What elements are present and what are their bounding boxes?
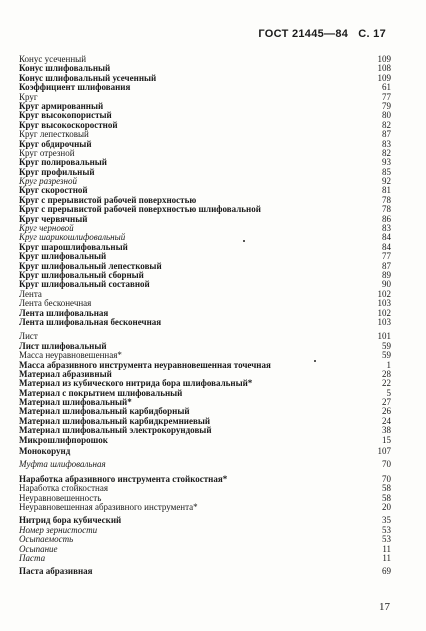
index-page-ref: 58 <box>382 492 391 503</box>
index-term: Круг с прерывистой рабочей поверхностью <box>19 194 197 205</box>
index-term: Круг профильный <box>19 166 95 177</box>
index-term: Круг шлифовальный составной <box>19 279 150 290</box>
index-term: Круг шлифовальный лепестковый <box>19 260 162 271</box>
index-page-ref: 5 <box>386 387 391 398</box>
index-term: Неуравновешенность <box>19 492 102 503</box>
index-term: Материал из кубического нитрида бора шлифовальный* <box>19 378 253 389</box>
index-page-ref: 27 <box>382 397 391 408</box>
page-label: С. 17 <box>358 28 386 40</box>
index-page-ref: 1 <box>386 359 391 370</box>
index-page-ref: 82 <box>382 119 391 130</box>
index-term: Круг <box>19 91 38 102</box>
index-entry <box>19 460 391 469</box>
index-entry <box>19 545 391 554</box>
index-term: Круг черновой <box>19 223 74 234</box>
standard-code: ГОСТ 21445—84 <box>258 28 349 40</box>
index-term: Материал абразивный <box>19 368 112 379</box>
index-entry <box>19 567 391 576</box>
index-entry <box>19 535 391 544</box>
index-term: Круг обдирочный <box>19 138 92 149</box>
index-page-ref: 82 <box>382 147 391 158</box>
index-term: Масса неуравновешенная* <box>19 350 122 361</box>
index-page-ref: 103 <box>377 316 391 327</box>
index-page-ref: 77 <box>382 91 391 102</box>
index-page-ref: 108 <box>377 63 391 74</box>
index-page-ref: 11 <box>382 552 391 563</box>
index-term: Круг отрезной <box>19 147 75 158</box>
index-term: Масса абразивного инструмента неуравновешенная точечная <box>19 359 271 370</box>
index-page-ref: 59 <box>382 350 391 361</box>
print-speck <box>314 360 316 362</box>
subject-index <box>19 55 391 577</box>
index-page-ref: 78 <box>382 204 391 215</box>
index-page-ref: 101 <box>377 331 391 342</box>
index-entry <box>19 83 391 92</box>
print-speck <box>243 240 245 242</box>
index-page-ref: 83 <box>382 138 391 149</box>
index-term: Круг высокоскоростной <box>19 119 118 130</box>
page-number: 17 <box>379 601 390 613</box>
index-page-ref: 83 <box>382 223 391 234</box>
index-term: Паста абразивная <box>19 566 93 577</box>
index-term: Лента бесконечная <box>19 298 92 309</box>
index-page-ref: 78 <box>382 194 391 205</box>
index-page-ref: 35 <box>382 515 391 526</box>
index-term: Круг с прерывистой рабочей поверхностью шлифовальной <box>19 204 261 215</box>
index-page-ref: 11 <box>382 543 391 554</box>
index-page-ref: 22 <box>382 378 391 389</box>
index-page-ref: 87 <box>382 129 391 140</box>
index-page-ref: 93 <box>382 157 391 168</box>
index-term: Материал шлифовальный электрокорундовый <box>19 425 212 436</box>
index-term: Коэффициент шлифования <box>19 82 131 93</box>
index-term: Круг скоростной <box>19 185 88 196</box>
index-term: Круг армированный <box>19 100 104 111</box>
index-term: Монокорунд <box>19 446 71 457</box>
index-term: Наработка абразивного инструмента стойкостная* <box>19 473 228 484</box>
index-page-ref: 53 <box>382 524 391 535</box>
index-entry <box>19 215 391 224</box>
index-term: Круг разрезной <box>19 176 77 187</box>
index-term: Наработка стойкостная <box>19 483 109 494</box>
index-page-ref: 58 <box>382 483 391 494</box>
index-term: Нитрид бора кубический <box>19 515 122 526</box>
index-term: Осыпание <box>19 543 58 554</box>
index-term: Лента шлифовальная бесконечная <box>19 316 162 327</box>
index-term: Материал шлифовальный* <box>19 397 132 408</box>
index-page-ref: 20 <box>382 501 391 512</box>
index-term: Осыпаемость <box>19 534 74 545</box>
index-term: Круг шлифовальный сборный <box>19 269 144 280</box>
index-page-ref: 61 <box>382 82 391 93</box>
index-term: Круг полировальный <box>19 157 107 168</box>
index-page-ref: 107 <box>377 446 391 457</box>
index-term: Номер зернистости <box>19 524 98 535</box>
index-term: Конус усеченный <box>19 54 87 64</box>
index-page-ref: 77 <box>382 251 391 262</box>
index-page-ref: 86 <box>382 213 391 224</box>
index-page-ref: 87 <box>382 260 391 271</box>
index-term: Материал шлифовальный карбидкремниевый <box>19 415 211 426</box>
index-term: Конус шлифовальный усеченный <box>19 72 157 83</box>
index-term: Круг шлифовальный <box>19 251 107 262</box>
index-page-ref: 70 <box>382 473 391 484</box>
index-page-ref: 38 <box>382 425 391 436</box>
index-page-ref: 84 <box>382 232 391 243</box>
index-page-ref: 90 <box>382 279 391 290</box>
index-term: Лента <box>19 288 42 299</box>
index-entry <box>19 447 391 456</box>
index-page-ref: 26 <box>382 406 391 417</box>
index-term: Муфта шлифовальная <box>19 459 106 470</box>
index-entry <box>19 318 391 327</box>
index-term: Материал с покрытием шлифовальный <box>19 387 183 398</box>
index-page-ref: 109 <box>377 72 391 83</box>
index-page-ref: 102 <box>377 307 391 318</box>
index-page-ref: 85 <box>382 166 391 177</box>
index-term: Круг лепестковый <box>19 129 89 140</box>
index-page-ref: 79 <box>382 100 391 111</box>
index-term: Круг червячный <box>19 213 88 224</box>
index-page-ref: 84 <box>382 241 391 252</box>
index-term: Круг высокопористый <box>19 110 112 121</box>
index-term: Круг шарикошлифовальный <box>19 232 126 243</box>
index-term: Паста <box>19 552 46 563</box>
index-page-ref: 89 <box>382 269 391 280</box>
index-entry <box>19 436 391 445</box>
index-page-ref: 103 <box>377 298 391 309</box>
page-header <box>258 28 386 40</box>
index-entry <box>19 554 391 563</box>
index-page-ref: 81 <box>382 185 391 196</box>
index-page-ref: 28 <box>382 368 391 379</box>
index-term: Микрошлифпорошок <box>19 434 108 445</box>
index-page-ref: 15 <box>382 434 391 445</box>
index-page-ref: 59 <box>382 340 391 351</box>
index-page-ref: 80 <box>382 110 391 121</box>
index-page-ref: 92 <box>382 176 391 187</box>
index-term: Конус шлифовальный <box>19 63 111 74</box>
index-entry <box>19 526 391 535</box>
index-page-ref: 102 <box>377 288 391 299</box>
index-page-ref: 69 <box>382 566 391 577</box>
index-term: Неуравновешенная абразивного инструмента* <box>19 501 198 512</box>
index-page-ref: 109 <box>377 54 391 64</box>
index-page-ref: 53 <box>382 534 391 545</box>
index-term: Материал шлифовальный карбидборный <box>19 406 190 417</box>
index-term: Лента шлифовальная <box>19 307 109 318</box>
index-term: Лист шлифовальный <box>19 340 107 351</box>
index-page-ref: 70 <box>382 459 391 470</box>
index-entry <box>19 503 391 512</box>
index-term: Круг шарошлифовальный <box>19 241 128 252</box>
index-page-ref: 24 <box>382 415 391 426</box>
index-entry <box>19 280 391 289</box>
index-term: Лист <box>19 331 38 342</box>
